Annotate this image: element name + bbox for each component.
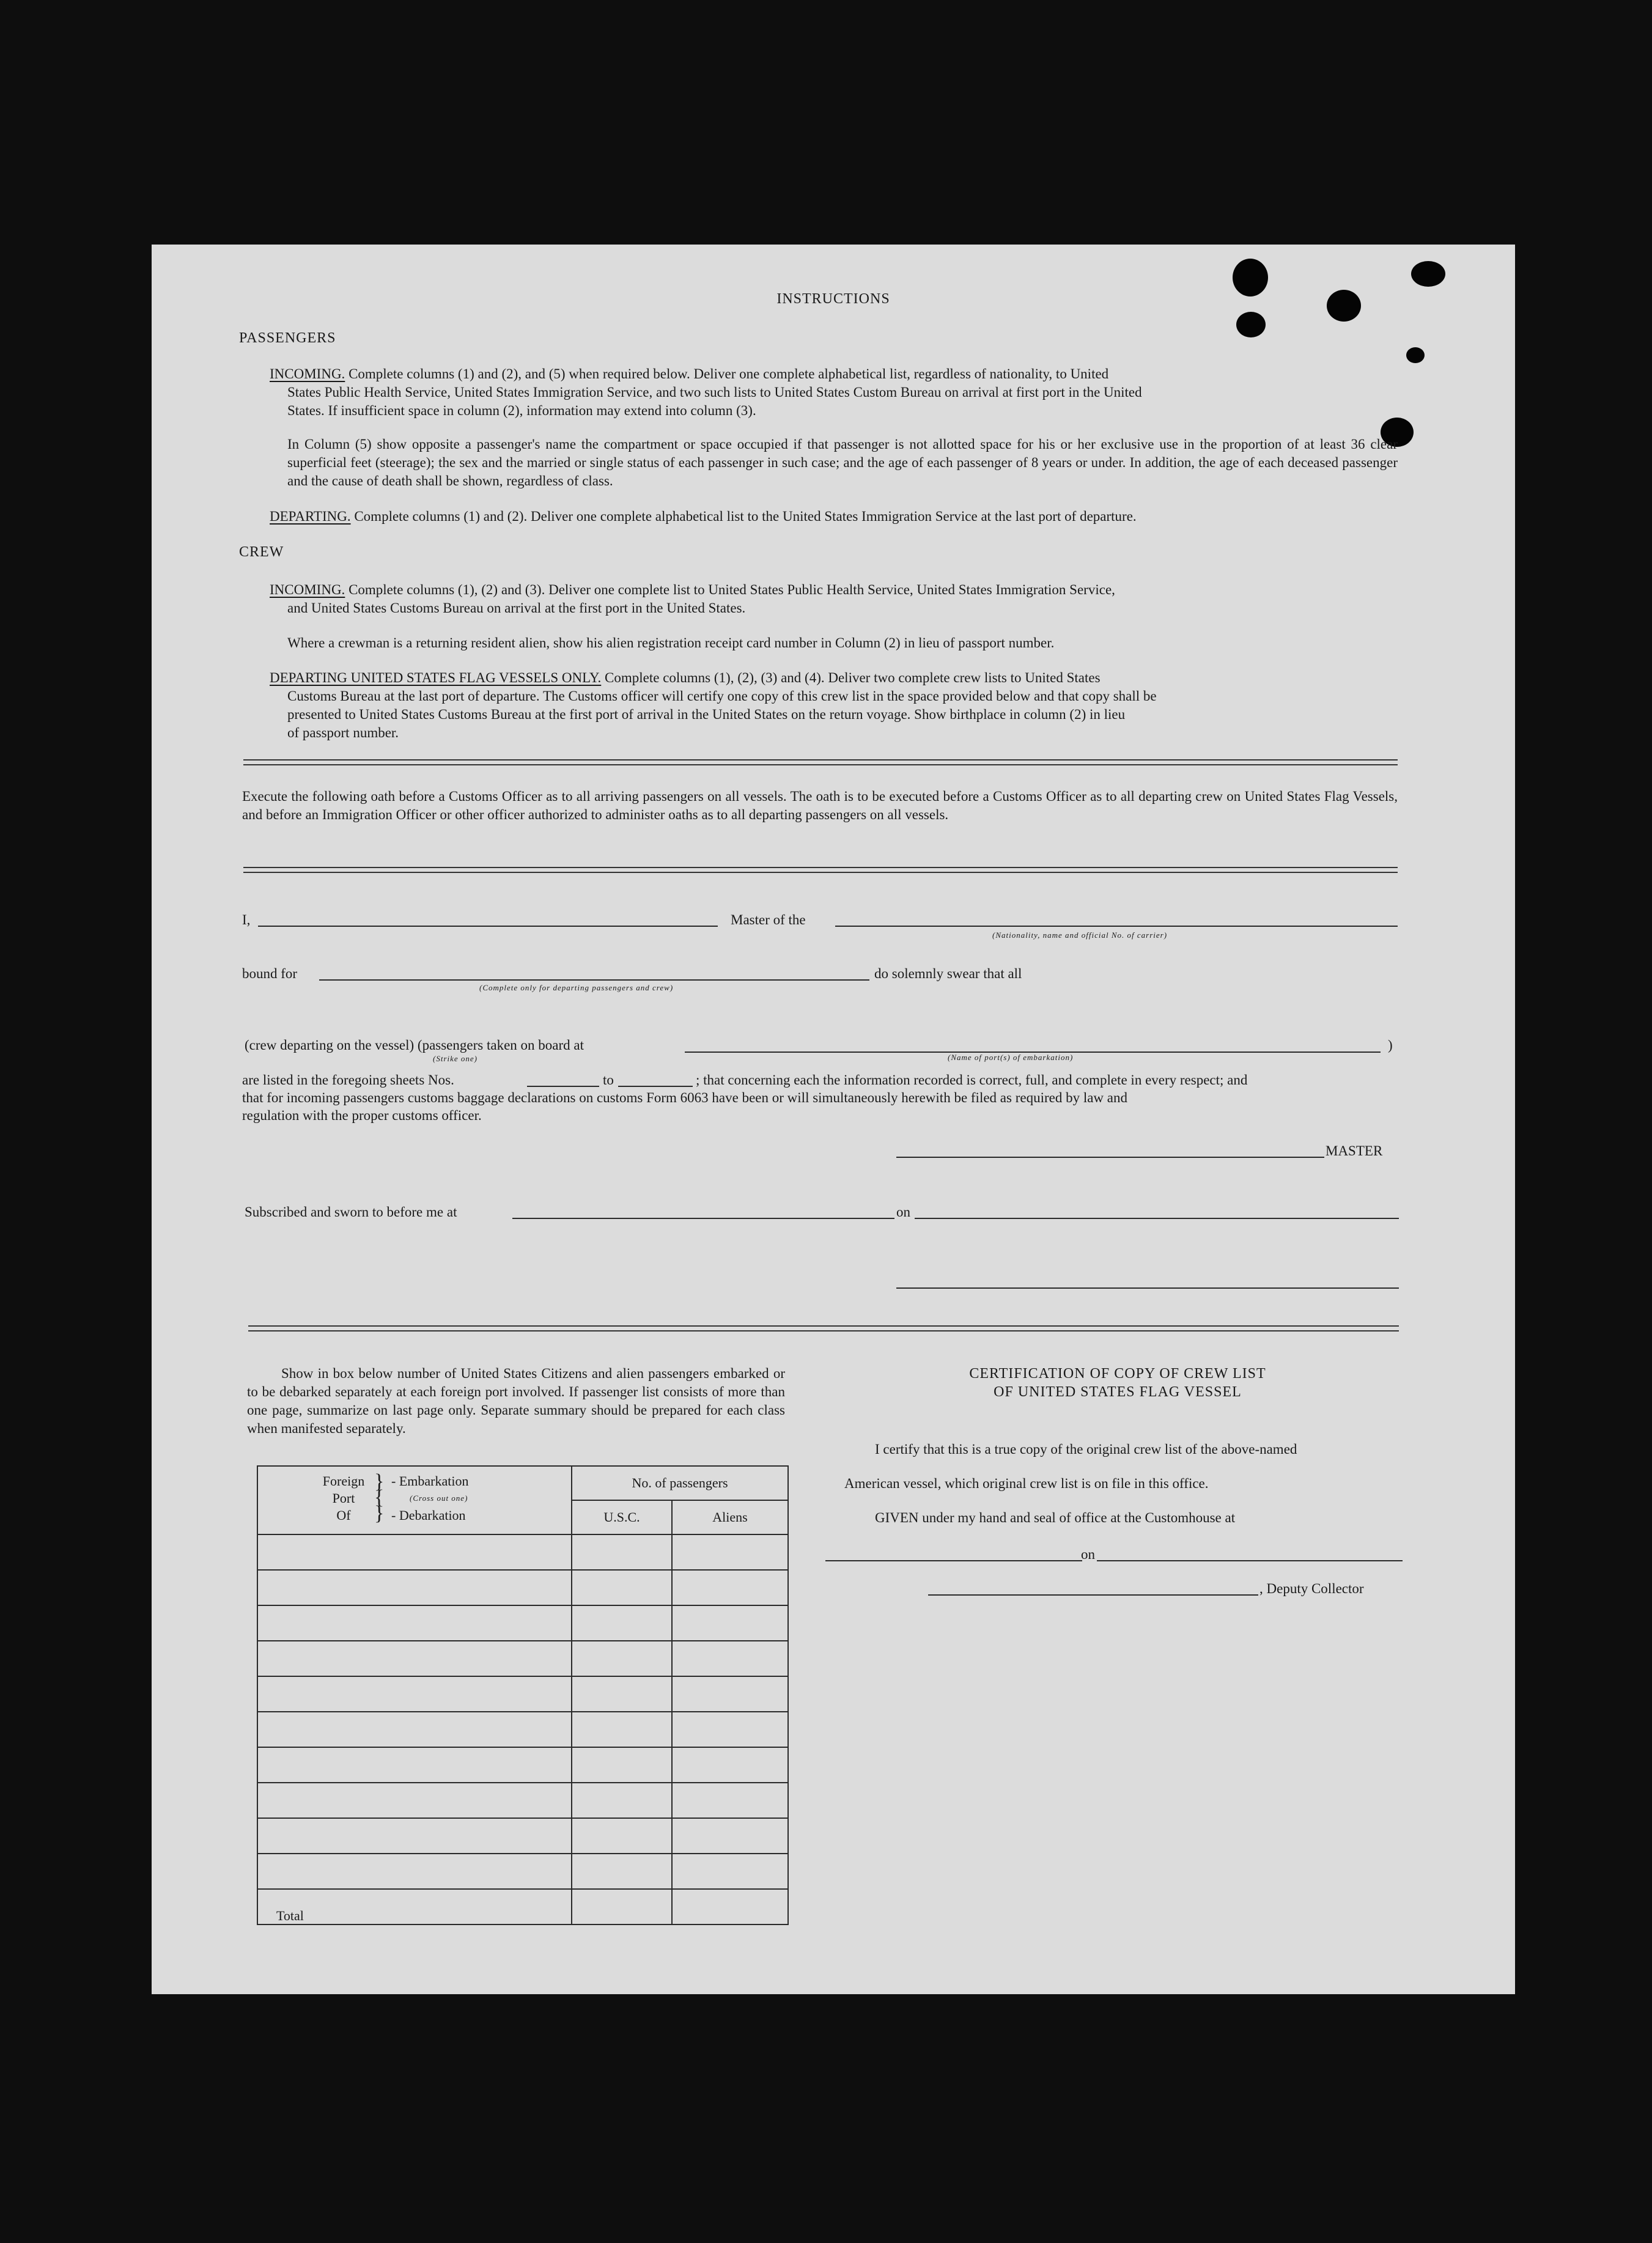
ink-blot	[1406, 347, 1425, 363]
master-signature-field[interactable]	[896, 1157, 1324, 1158]
table-row	[257, 1747, 788, 1783]
master-of-label: Master of the	[731, 912, 806, 927]
table-row	[257, 1712, 788, 1747]
table-row	[257, 1818, 788, 1854]
of-label: Of	[336, 1508, 351, 1523]
certification-text-line2: American vessel, which original crew list is on file in this office.	[844, 1476, 1209, 1491]
subscribed-label: Subscribed and sworn to before me at	[245, 1204, 457, 1220]
complete-only-caption: (Complete only for departing passengers and crew)	[479, 983, 674, 992]
foreign-label: Foreign	[322, 1473, 365, 1489]
certification-text-line1: I certify that this is a true copy of the original crew list of the above-named	[875, 1442, 1297, 1457]
certification-title-line1: CERTIFICATION OF COPY OF CREW LIST	[969, 1366, 1266, 1382]
double-rule	[248, 1325, 1399, 1331]
flag-vessels-line4: of passport number.	[287, 725, 399, 740]
swear-label: do solemnly swear that all	[874, 966, 1022, 981]
table-row	[257, 1676, 788, 1712]
passengers-departing-block	[270, 507, 1398, 526]
double-rule	[243, 867, 1398, 873]
listed-line2: that for incoming passengers customs baggage declarations on customs Form 6063 have been or will simultaneously herewith be filed as required by law and	[242, 1090, 1128, 1105]
master-name-field[interactable]	[258, 926, 718, 927]
crew-incoming-label: INCOMING.	[270, 582, 345, 597]
flag-vessels-block	[270, 669, 1398, 687]
passenger-summary-table	[257, 1465, 789, 1925]
crew-heading: CREW	[239, 544, 284, 560]
crew-incoming-block	[270, 581, 1398, 599]
form-page	[152, 245, 1515, 1994]
sheets-label: are listed in the foregoing sheets Nos.	[242, 1072, 454, 1088]
officer-signature-field[interactable]	[896, 1287, 1399, 1289]
aliens-header: Aliens	[672, 1500, 788, 1534]
usc-header: U.S.C.	[572, 1500, 672, 1534]
departing-text: Complete columns (1) and (2). Deliver one complete alphabetical list to the United States Immigration Service at the last port of departure.	[354, 509, 1137, 524]
sworn-on-label: on	[896, 1204, 910, 1220]
crewman-note: Where a crewman is a returning resident alien, show his alien registration receipt card number in Column (2) in lieu of passport number.	[287, 635, 1055, 650]
flag-vessels-line3: presented to United States Customs Bureau at the first port of arrival in the United States on the return voyage. Show birthplace in column (2) in lieu	[287, 707, 1126, 722]
customhouse-field[interactable]	[825, 1560, 1082, 1561]
crew-departing-label: (crew departing on the vessel) (passengers taken on board at	[245, 1037, 584, 1053]
total-row	[257, 1889, 788, 1924]
flag-vessels-text: Complete columns (1), (2), (3) and (4). Deliver two complete crew lists to United States	[605, 670, 1101, 685]
ports-caption: (Name of port(s) of embarkation)	[948, 1053, 1074, 1062]
crew-incoming-text: Complete columns (1), (2) and (3). Deliver one complete list to United States Public Health Service, United States Immigration Service,	[348, 582, 1115, 597]
incoming-text: Complete columns (1) and (2), and (5) when required below. Deliver one complete alphabetical list, regardless of nationality, to United	[348, 366, 1109, 381]
total-label: Total	[257, 1889, 572, 1924]
certification-on-label: on	[1081, 1547, 1095, 1562]
close-paren: )	[1388, 1037, 1393, 1053]
embarkation-label: - Embarkation	[391, 1473, 469, 1489]
instructions-title: INSTRUCTIONS	[776, 291, 890, 307]
table-row	[257, 1605, 788, 1641]
passengers-heading: PASSENGERS	[239, 330, 336, 346]
incoming-text-line2: States Public Health Service, United States Immigration Service, and two such lists to United States Custom Bureau on arrival at first port in the United	[287, 385, 1142, 400]
crew-incoming-line2: and United States Customs Bureau on arrival at the first port in the United States.	[287, 600, 746, 616]
sheets-to-field[interactable]	[618, 1086, 693, 1087]
table-row	[257, 1534, 788, 1570]
debarkation-label: - Debarkation	[391, 1508, 466, 1523]
table-row	[257, 1854, 788, 1889]
certification-date-field[interactable]	[1097, 1560, 1403, 1561]
certification-title-line2: OF UNITED STATES FLAG VESSEL	[994, 1384, 1242, 1400]
port-label: Port	[332, 1490, 355, 1506]
bound-for-label: bound for	[242, 966, 298, 981]
bound-for-field[interactable]	[319, 979, 869, 981]
table-row	[257, 1641, 788, 1676]
summary-note: Show in box below number of United States Citizens and alien passengers embarked or to be debarked separately at each foreign port involved. If passenger list consists of more than one page, summarize on last page only. Separate summary should be prepared for each class when manifested separately.	[247, 1366, 785, 1436]
listed-line3: regulation with the proper customs officer.	[242, 1108, 482, 1123]
no-of-passengers-header: No. of passengers	[572, 1466, 788, 1500]
sworn-place-field[interactable]	[512, 1218, 894, 1219]
flag-vessels-label: DEPARTING UNITED STATES FLAG VESSELS ONLY.	[270, 670, 602, 685]
certification-title	[843, 1365, 1393, 1401]
passengers-incoming-block	[270, 365, 1398, 383]
flag-vessels-line2: Customs Bureau at the last port of departure. The Customs officer will certify one copy of this crew list in the space provided below and that copy shall be	[287, 688, 1157, 704]
cross-out-caption: (Cross out one)	[410, 1493, 468, 1503]
incoming-text-line3: States. If insufficient space in column (2), information may extend into column (3).	[287, 403, 756, 418]
sheets-from-field[interactable]	[527, 1086, 599, 1087]
ink-blot	[1411, 261, 1445, 287]
double-rule	[243, 759, 1398, 765]
deputy-signature-field[interactable]	[928, 1594, 1258, 1596]
listed-suffix: ; that concerning each the information recorded is correct, full, and complete in every respect; and	[696, 1072, 1248, 1088]
brace-icon: } { }	[374, 1470, 385, 1525]
foreign-port-header	[257, 1466, 572, 1534]
column5-instruction: In Column (5) show opposite a passenger's name the compartment or space occupied if that passenger is not allotted space for his or her exclusive use in the proportion of at least 36 clear superficial feet (steerage); the sex and the married or single status of each passenger in such case; and the age of each passenger of 8 years or under. In addition, the age of each deceased passenger and the cause of death shall be shown, regardless of class.	[287, 436, 1398, 488]
to-label: to	[603, 1072, 614, 1088]
incoming-label: INCOMING.	[270, 366, 345, 381]
table-row	[257, 1570, 788, 1605]
ink-blot	[1236, 312, 1266, 337]
oath-intro: Execute the following oath before a Customs Officer as to all arriving passengers on all vessels. The oath is to be executed before a Customs Officer as to all departing crew on United States Flag Vessels, and before an Immigration Officer or other officer authorized to administer oaths as to all departing passengers on all vessels.	[242, 789, 1398, 822]
deputy-collector-label: , Deputy Collector	[1259, 1581, 1364, 1596]
certification-given: GIVEN under my hand and seal of office at the Customhouse at	[875, 1510, 1236, 1525]
sworn-date-field[interactable]	[915, 1218, 1399, 1219]
master-signature-label: MASTER	[1326, 1143, 1383, 1158]
departing-label: DEPARTING.	[270, 509, 351, 524]
nationality-caption: (Nationality, name and official No. of carrier)	[992, 930, 1168, 940]
i-label: I,	[242, 912, 251, 927]
carrier-field[interactable]	[835, 926, 1398, 927]
strike-caption: (Strike one)	[433, 1054, 478, 1063]
table-row	[257, 1783, 788, 1818]
